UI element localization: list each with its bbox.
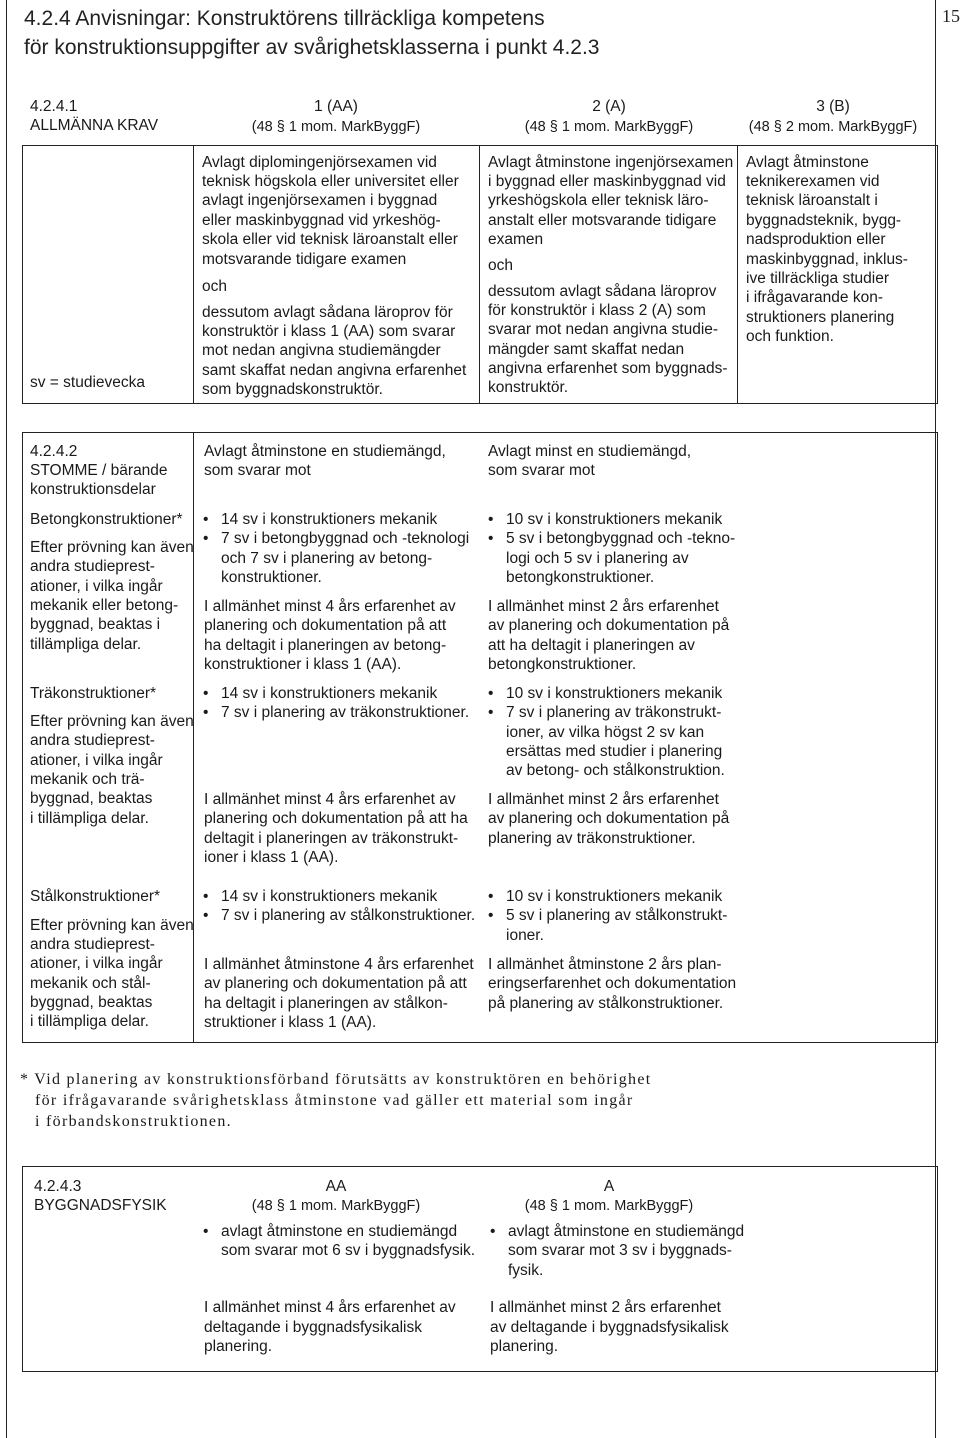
text-line: examen: [488, 231, 544, 248]
text-line: anstalt eller motsvarande tidigare: [488, 212, 717, 229]
class-a-head: A: [603, 1178, 615, 1195]
text-line: och funktion.: [746, 328, 834, 345]
list-item: • 7 sv i planering av träkonstrukt-: [506, 703, 721, 722]
footnote: [20, 1069, 750, 1132]
list-item: • 7 sv i planering av träkonstruktioner.: [221, 703, 469, 722]
text-line: ioner i klass 1 (AA).: [204, 849, 339, 866]
text-line: dessutom avlagt sådana läroprov: [488, 283, 717, 300]
text-line: maskinbyggnad, inklus-: [746, 251, 908, 268]
text-line: ha deltagit i planeringen av stålkon-: [204, 995, 448, 1012]
text-line: fysik.: [508, 1262, 544, 1279]
section-number: 4.2.4.3: [34, 1178, 82, 1195]
text-line: avlagt ingenjörsexamen i byggnad: [202, 192, 438, 209]
class-2-ref: (48 § 1 mom. MarkByggF): [524, 119, 694, 135]
text-line: planering.: [204, 1338, 273, 1355]
text-line: eller maskinbyggnad vid yrkeshög-: [202, 212, 441, 229]
text-line: dessutom avlagt sådana läroprov för: [202, 304, 453, 321]
text-line: struktioner i klass 1 (AA).: [204, 1014, 377, 1031]
page-heading: [24, 4, 724, 62]
text-line: I allmänhet minst 4 års erfarenhet av: [204, 1299, 456, 1316]
text-line: på planering av stålkonstruktioner.: [488, 995, 724, 1012]
text-line: svarar mot nedan angivna studie-: [488, 321, 719, 338]
text-line: av betong- och stålkonstruktion.: [506, 762, 725, 779]
list-item: • 5 sv i betongbyggnad och -tekno-: [506, 529, 735, 548]
text-line: I allmänhet åtminstone 4 års erfarenhet: [204, 956, 474, 973]
row-note: mekanik eller betong-: [30, 597, 179, 614]
row-note: andra studieprest-: [30, 732, 155, 749]
text-line: betongkonstruktioner.: [506, 569, 655, 586]
text-line: I allmänhet minst 2 års erfarenhet: [490, 1299, 721, 1316]
text-line: I allmänhet åtminstone 2 års plan-: [488, 956, 722, 973]
row-note: ationer, i vilka ingår: [30, 578, 163, 595]
text-line: samt skaffat nedan angivna erfarenhet: [202, 362, 467, 379]
text-line: struktioners planering: [746, 309, 895, 326]
column-divider: [193, 145, 194, 404]
row-note: byggnad, beaktas i: [30, 616, 161, 633]
row-label: Stålkonstruktioner*: [30, 888, 161, 905]
text-line: I allmänhet minst 2 års erfarenhet: [488, 791, 719, 808]
text-line: som svarar mot 6 sv i byggnadsfysik.: [221, 1242, 476, 1259]
text-line: mot nedan angivna studiemängder: [202, 342, 441, 359]
footnote-line: * Vid planering av konstruktionsförband förutsätts av konstruktören en behörighet: [20, 1071, 652, 1088]
list-item: • 7 sv i betongbyggnad och -teknologi: [221, 529, 469, 548]
text-line: som byggnadskonstruktör.: [202, 381, 383, 398]
footnote-line: i förbandskonstruktionen.: [35, 1113, 232, 1130]
text-line: av planering och dokumentation på att: [204, 975, 467, 992]
text-line: byggnadsteknik, bygg-: [746, 212, 902, 229]
row-note: mekanik och stål-: [30, 975, 151, 992]
text-line: av planering och dokumentation på: [488, 617, 730, 634]
row-note: byggnad, beaktas: [30, 790, 153, 807]
row-note: Efter prövning kan även: [30, 539, 194, 556]
text-line: I allmänhet minst 4 års erfarenhet av: [204, 791, 456, 808]
row-note: tillämpliga delar.: [30, 636, 142, 653]
text-line: konstruktör.: [488, 379, 569, 396]
list-item: • 14 sv i konstruktioners mekanik: [221, 510, 437, 529]
section-number: 4.2.4.1: [30, 98, 78, 115]
text-line: ive tillräckliga studier: [746, 270, 889, 287]
text-line: I allmänhet minst 2 års erfarenhet: [488, 598, 719, 615]
text-line: eringserfarenhet och dokumentation: [488, 975, 737, 992]
text-line: deltagit i planeringen av träkonstrukt-: [204, 830, 459, 847]
text-line: för konstruktör i klass 2 (A) som: [488, 302, 706, 319]
row-note: ationer, i vilka ingår: [30, 752, 163, 769]
text-line: ersättas med studier i planering: [506, 743, 723, 760]
text-line: angivna erfarenhet som byggnads-: [488, 360, 728, 377]
section-title: STOMME / bärande: [30, 462, 168, 479]
text-line: Avlagt åtminstone: [746, 154, 869, 171]
text-line: planering.: [490, 1338, 559, 1355]
class-1-ref: (48 § 1 mom. MarkByggF): [251, 119, 421, 135]
row-label: Träkonstruktioner*: [30, 685, 157, 702]
heading-line-1: 4.2.4 Anvisningar: Konstruktörens tillräckliga kompetens: [24, 7, 545, 30]
text-line: i ifrågavarande kon-: [746, 289, 883, 306]
section-title: BYGGNADSFYSIK: [34, 1197, 167, 1214]
text-line: av planering och dokumentation på: [488, 810, 730, 827]
text-line: I allmänhet minst 4 års erfarenhet av: [204, 598, 456, 615]
row-note: i tillämpliga delar.: [30, 810, 149, 827]
class-1-intro: som svarar mot: [204, 462, 311, 479]
text-line: konstruktör i klass 1 (AA) som svarar: [202, 323, 456, 340]
column-divider: [193, 432, 194, 1043]
text-line: ha deltagit i planeringen av betong-: [204, 637, 447, 654]
class-a-ref: (48 § 1 mom. MarkByggF): [524, 1198, 694, 1214]
text-line: teknisk högskola eller universitet eller: [202, 173, 459, 190]
text-line: ioner.: [506, 927, 544, 944]
class-3-head: 3 (B): [816, 98, 850, 115]
text-line: konstruktioner.: [221, 569, 322, 586]
list-item: • 5 sv i planering av stålkonstrukt-: [506, 906, 727, 925]
class-3-ref: (48 § 2 mom. MarkByggF): [748, 119, 918, 135]
text-line: deltagande i byggnadsfysikalisk: [204, 1319, 422, 1336]
row-note: andra studieprest-: [30, 936, 155, 953]
row-note: andra studieprest-: [30, 558, 155, 575]
list-item: • 10 sv i konstruktioners mekanik: [506, 684, 722, 703]
text-line: Avlagt diplomingenjörsexamen vid: [202, 154, 437, 171]
list-item: • 10 sv i konstruktioners mekanik: [506, 510, 722, 529]
row-label: Betongkonstruktioner*: [30, 511, 183, 528]
row-note: i tillämpliga delar.: [30, 1013, 149, 1030]
text-line: och 7 sv i planering av betong-: [221, 550, 433, 567]
heading-line-2: för konstruktionsuppgifter av svårighetsklasserna i punkt 4.2.3: [24, 36, 600, 59]
text-line: skola eller vid teknisk läroanstalt eller: [202, 231, 458, 248]
text-line: logi och 5 sv i planering av: [506, 550, 689, 567]
text-line: betongkonstruktioner.: [488, 656, 637, 673]
text-line: och: [488, 257, 513, 274]
class-2-head: 2 (A): [592, 98, 626, 115]
text-line: planering och dokumentation på att: [204, 617, 447, 634]
text-line: yrkeshögskola eller teknisk läro-: [488, 192, 709, 209]
text-line: nadsproduktion eller: [746, 231, 886, 248]
text-line: planering och dokumentation på att ha: [204, 810, 468, 827]
text-line: mängder samt skaffat nedan: [488, 341, 685, 358]
row-note: byggnad, beaktas: [30, 994, 153, 1011]
text-line: teknikerexamen vid: [746, 173, 880, 190]
text-line: ioner, av vilka högst 2 sv kan: [506, 724, 705, 741]
text-line: teknisk läroanstalt i: [746, 192, 878, 209]
row-note: ationer, i vilka ingår: [30, 955, 163, 972]
text-line: och: [202, 278, 227, 295]
column-divider: [737, 145, 738, 404]
text-line: i byggnad eller maskinbyggnad vid: [488, 173, 726, 190]
list-item: • 14 sv i konstruktioners mekanik: [221, 887, 437, 906]
text-line: att ha deltagit i planeringen av: [488, 637, 695, 654]
class-2-intro: Avlagt minst en studiemängd,: [488, 443, 692, 460]
class-aa-ref: (48 § 1 mom. MarkByggF): [251, 1198, 421, 1214]
page-number: 15: [942, 6, 960, 26]
list-item: • 10 sv i konstruktioners mekanik: [506, 887, 722, 906]
text-line: som svarar mot 3 sv i byggnads-: [508, 1242, 732, 1259]
class-1-head: 1 (AA): [314, 98, 358, 115]
list-item: • 7 sv i planering av stålkonstruktioner.: [221, 906, 475, 925]
list-item: • 14 sv i konstruktioners mekanik: [221, 684, 437, 703]
column-divider: [479, 145, 480, 404]
row-note: mekanik och trä-: [30, 771, 145, 788]
footnote-line: för ifrågavarande svårighetsklass åtminstone vad gäller ett material som ingår: [35, 1092, 634, 1109]
class-2-intro: som svarar mot: [488, 462, 595, 479]
class-1-intro: Avlagt åtminstone en studiemängd,: [204, 443, 446, 460]
list-item: • avlagt åtminstone en studiemängd: [221, 1222, 457, 1241]
section-number: 4.2.4.2: [30, 443, 78, 460]
section-title: ALLMÄNNA KRAV: [30, 117, 159, 134]
text-line: motsvarande tidigare examen: [202, 251, 407, 268]
text-line: Avlagt åtminstone ingenjörsexamen: [488, 154, 734, 171]
studievecka-note: sv = studievecka: [30, 374, 146, 391]
list-item: • avlagt åtminstone en studiemängd: [508, 1222, 744, 1241]
text-line: konstruktioner i klass 1 (AA).: [204, 656, 402, 673]
section-title: konstruktionsdelar: [30, 481, 156, 498]
text-line: planering av träkonstruktioner.: [488, 830, 696, 847]
row-note: Efter prövning kan även: [30, 713, 194, 730]
row-note: Efter prövning kan även: [30, 917, 194, 934]
class-aa-head: AA: [325, 1178, 347, 1195]
text-line: av deltagande i byggnadsfysikalisk: [490, 1319, 729, 1336]
